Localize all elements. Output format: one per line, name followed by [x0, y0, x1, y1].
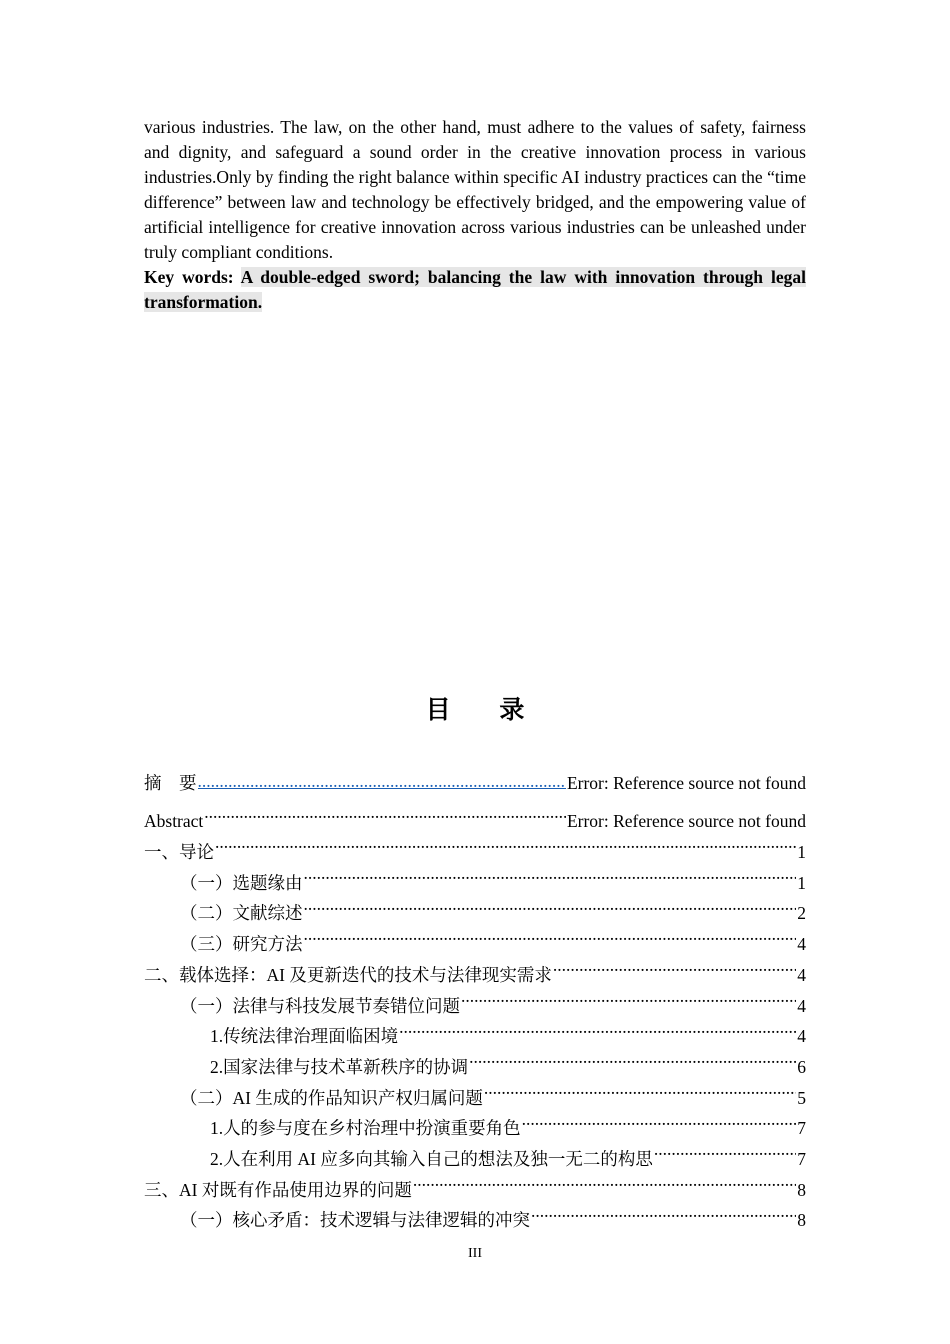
- toc-entry-label: 摘 要: [144, 773, 197, 793]
- toc-entry-page: 6: [797, 1056, 806, 1077]
- toc-entry-label: 一、导论: [144, 842, 214, 863]
- toc-title: 目 录: [425, 695, 545, 724]
- toc-leader: [522, 1104, 797, 1135]
- toc-entry-page: 7: [797, 1148, 806, 1169]
- toc-leader: [461, 981, 796, 1012]
- toc-entry-page: 4: [797, 995, 806, 1016]
- toc-leader: [399, 1012, 796, 1043]
- keywords-line: [144, 265, 806, 314]
- abstract-paragraph: various industries. The law, on the other hand, must adhere to the values of safety, fairness and dignity, and safeguard a sound order in the creative innovation process in various industries.Only by finding the right balance within specific AI industry practices can the “time difference” between law and technology be effectively bridged, and the empowering value of artificial intelligence for creative innovation across various industries can be unleashed under truly compliant conditions.: [144, 117, 806, 262]
- toc-entry-page: 4: [797, 964, 806, 985]
- toc-leader: [469, 1042, 796, 1073]
- toc-entry-page: Error: Reference source not found: [566, 773, 806, 793]
- toc-entry-label: （一）法律与科技发展节奏错位问题: [180, 995, 460, 1016]
- toc-entry[interactable]: [144, 858, 806, 893]
- toc-leader: [531, 1196, 796, 1227]
- keywords-label: Key words:: [144, 267, 234, 287]
- toc-entry-abstract-cn[interactable]: [144, 766, 806, 797]
- toc-leader: [553, 950, 796, 981]
- abstract-body: [144, 115, 806, 265]
- toc-entry-label: （一）核心矛盾：技术逻辑与法律逻辑的冲突: [180, 1210, 530, 1231]
- toc-entry-label: 1.人的参与度在乡村治理中扮演重要角色: [210, 1118, 521, 1139]
- toc-entry-page: 4: [797, 1026, 806, 1047]
- toc-leader: [654, 1134, 796, 1165]
- toc-leader: [413, 1165, 796, 1196]
- toc-entry-label: （三）研究方法: [180, 934, 303, 955]
- page-number: III: [468, 1246, 482, 1261]
- toc-entry-page: 4: [797, 934, 806, 955]
- toc-entry-page: Error: Reference source not found: [566, 811, 806, 832]
- toc-leader: [304, 919, 797, 950]
- toc-leader: [304, 889, 797, 920]
- toc-entry-page: 7: [797, 1118, 806, 1139]
- toc-entry-label: 2.人在利用 AI 应多向其输入自己的想法及独一无二的构思: [210, 1148, 653, 1169]
- toc-entry-label: 2.国家法律与技术革新秩序的协调: [210, 1056, 469, 1077]
- toc-entry-page: 1: [797, 872, 806, 893]
- toc-entry-page: 1: [797, 842, 806, 863]
- table-of-contents: [144, 766, 806, 1231]
- toc-entry-label: 三、AI 对既有作品使用边界的问题: [144, 1179, 412, 1200]
- toc-entry-page: 8: [797, 1210, 806, 1231]
- toc-entry-page: 5: [797, 1087, 806, 1108]
- toc-leader: [198, 766, 566, 789]
- toc-entry-abstract-en[interactable]: [144, 797, 806, 832]
- toc-entry-page: 2: [797, 903, 806, 924]
- toc-entry[interactable]: [144, 827, 806, 863]
- toc-entry-label: 1.传统法律治理面临困境: [210, 1026, 399, 1047]
- toc-entry-page: 8: [797, 1179, 806, 1200]
- toc-leader: [484, 1073, 796, 1104]
- toc-entry-label: （一）选题缘由: [180, 872, 303, 893]
- toc-entry-label: Abstract: [144, 811, 204, 832]
- toc-leader: [215, 827, 796, 858]
- keywords-text: A double-edged sword; balancing the law with innovation through legal transformation.: [144, 267, 806, 312]
- toc-leader: [304, 858, 797, 889]
- toc-entry-label: 二、载体选择：AI 及更新迭代的技术与法律现实需求: [144, 964, 552, 985]
- toc-entry-label: （二）AI 生成的作品知识产权归属问题: [180, 1087, 483, 1108]
- toc-leader: [204, 797, 566, 828]
- toc-entry-label: （二）文献综述: [180, 903, 303, 924]
